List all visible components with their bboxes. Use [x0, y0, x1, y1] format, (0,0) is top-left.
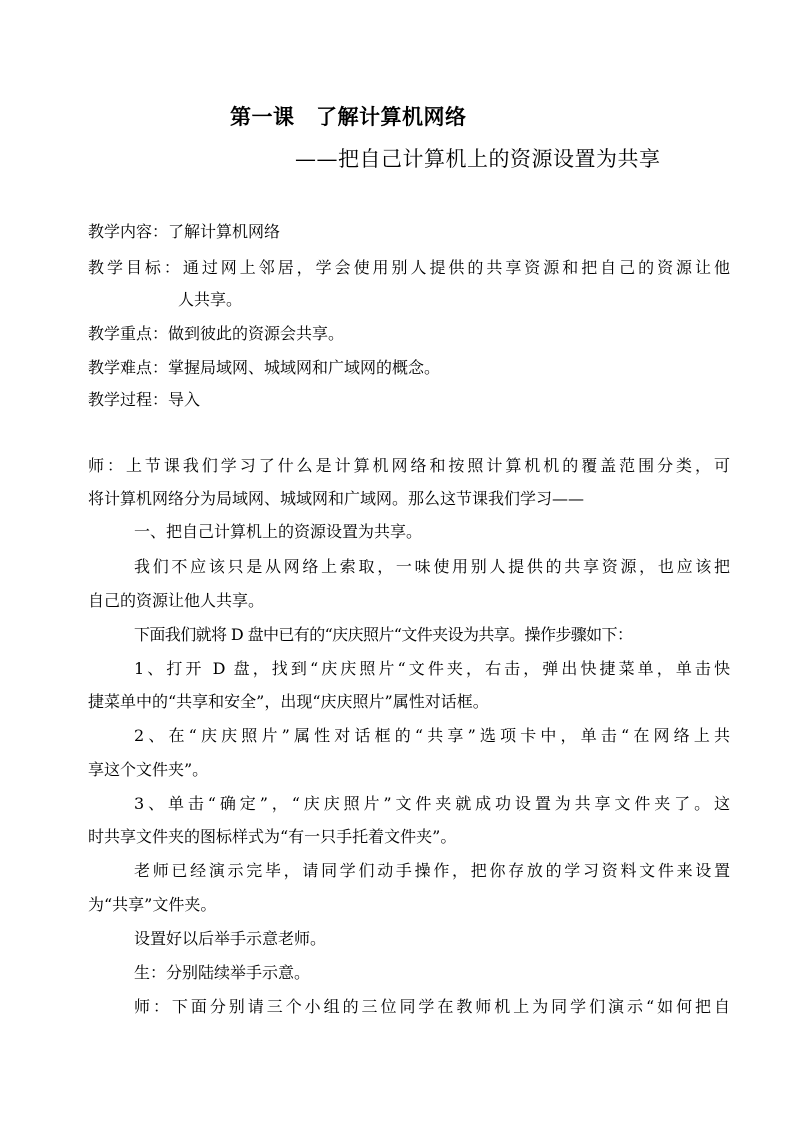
step-line: 1、打开 D 盘，找到“庆庆照片“文件夹，右击，弹出快捷菜单，单击快 [134, 659, 730, 678]
teaching-key-point: 教学重点：做到彼此的资源会共享。 [88, 324, 345, 343]
paragraph-line: 为“共享”文件夹。 [88, 895, 217, 914]
paragraph-line: 老师已经演示完毕，请同学们动手操作，把你存放的学习资料文件来设置 [134, 861, 730, 880]
paragraph-line: 将计算机网络分为局域网、城域网和广域网。那么这节课我们学习—— [88, 489, 585, 508]
paragraph-line: 生：分别陆续举手示意。 [134, 963, 311, 982]
step-line: 时共享文件夹的图标样式为“有一只手托着文件夹”。 [88, 827, 457, 846]
teaching-content: 教学内容：了解计算机网络 [88, 222, 281, 241]
teaching-goal-line1: 教学目标：通过网上邻居，学会使用别人提供的共享资源和把自己的资源让他 [88, 258, 730, 277]
step-line: 捷菜单中的“共享和安全”，出现“庆庆照片”属性对话框。 [88, 692, 489, 711]
section-heading: 一、把自己计算机上的资源设置为共享。 [134, 522, 423, 541]
paragraph-line: 我们不应该只是从网络上索取，一味使用别人提供的共享资源，也应该把 [134, 557, 730, 576]
step-line: 享这个文件夹”。 [88, 760, 209, 779]
paragraph-line: 下面我们就将 D 盘中已有的“庆庆照片“文件夹设为共享。操作步骤如下： [134, 625, 633, 644]
lesson-subtitle: ——把自己计算机上的资源设置为共享 [295, 147, 661, 171]
lesson-title: 第一课 了解计算机网络 [230, 104, 467, 129]
paragraph-line: 师：上节课我们学习了什么是计算机网络和按照计算机机的覆盖范围分类，可 [88, 456, 730, 475]
teaching-difficulty: 教学难点：掌握局域网、城域网和广域网的概念。 [88, 358, 441, 377]
teaching-process: 教学过程：导入 [88, 390, 201, 409]
paragraph-line: 自己的资源让他人共享。 [88, 591, 265, 610]
step-line: 3、单击“确定”，“庆庆照片”文件夹就成功设置为共享文件夹了。这 [134, 794, 730, 813]
paragraph-line: 设置好以后举手示意老师。 [134, 929, 327, 948]
step-line: 2、在“庆庆照片”属性对话框的“共享”选项卡中，单击“在网络上共 [134, 726, 730, 745]
paragraph-line: 师：下面分别请三个小组的三位同学在教师机上为同学们演示“如何把自 [134, 997, 730, 1016]
teaching-goal-line2: 人共享。 [178, 290, 243, 309]
